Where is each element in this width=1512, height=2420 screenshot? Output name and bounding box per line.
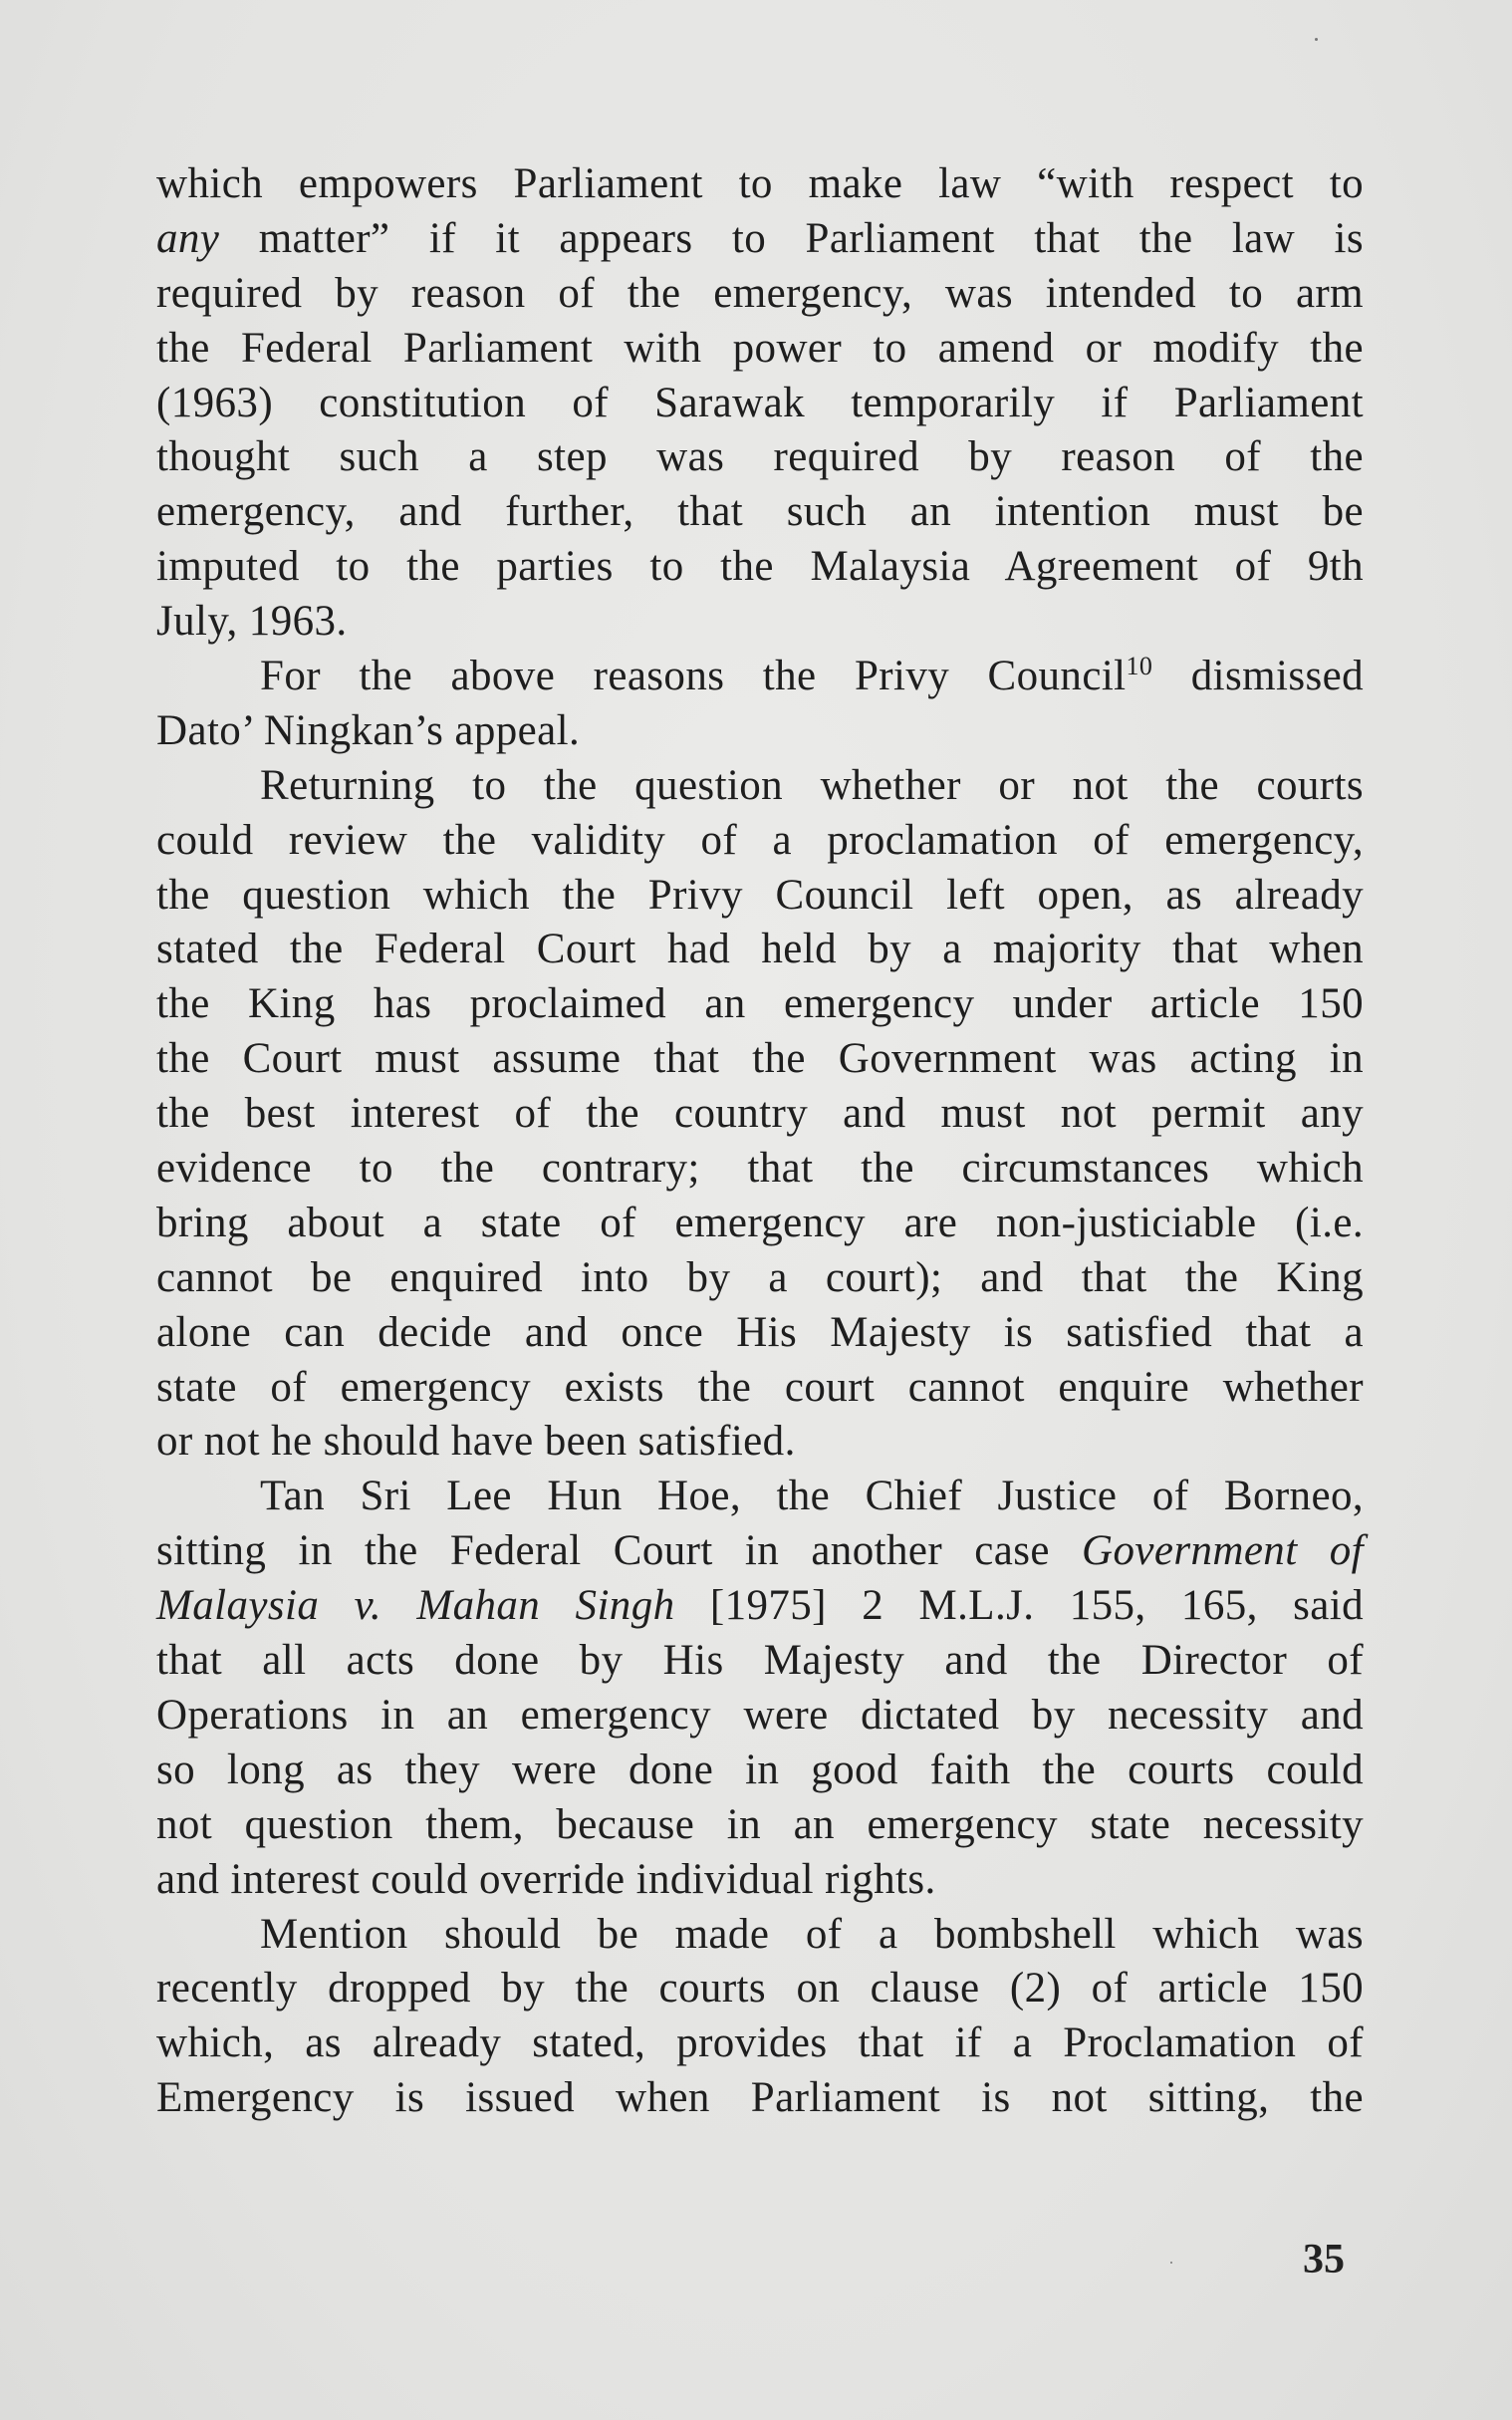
body-text (156, 157, 1364, 2126)
text-line (156, 1634, 1364, 1689)
text-line (156, 595, 1364, 650)
text-run: July, 1963. (156, 598, 348, 646)
text-run: dismissed (1152, 653, 1364, 700)
text-line (156, 212, 1364, 267)
text-run: imputed to the parties to the Malaysia Agreement of 9th (156, 543, 1364, 591)
text-line (156, 485, 1364, 540)
text-line (156, 1853, 1364, 1908)
text-line (156, 1689, 1364, 1744)
text-run: evidence to the contrary; that the circumstances which (156, 1145, 1364, 1193)
text-run: bring about a state of emergency are non-justiciable (i.e. (156, 1199, 1364, 1246)
text-run: that all acts done by His Majesty and the Director of (156, 1637, 1364, 1685)
text-run: the Federal Parliament with power to amend or modify the (156, 324, 1364, 372)
text-line (156, 267, 1364, 322)
text-line (156, 759, 1364, 814)
text-line (156, 157, 1364, 212)
text-run: Tan Sri Lee Hun Hoe, the Chief Justice of Borneo, (260, 1473, 1364, 1520)
text-run: Mention should be made of a bombshell which was (260, 1910, 1364, 1958)
text-line (156, 977, 1364, 1032)
text-line (156, 869, 1364, 924)
text-line (156, 923, 1364, 977)
text-line (156, 1470, 1364, 1524)
text-run: state of emergency exists the court cannot enquire whether (156, 1363, 1364, 1411)
text-run: so long as they were done in good faith the courts could (156, 1746, 1364, 1793)
text-line (156, 322, 1364, 377)
text-run: and interest could override individual rights. (156, 1855, 936, 1903)
text-line (156, 650, 1364, 704)
text-run: stated the Federal Court had held by a majority that when (156, 926, 1364, 973)
paragraph (156, 157, 1364, 650)
text-line (156, 1087, 1364, 1142)
text-run: Returning to the question whether or not the courts (260, 761, 1364, 809)
italic-text: any (156, 214, 220, 262)
text-run: Emergency is issued when Parliament is not sitting, the (156, 2074, 1364, 2122)
text-line (156, 430, 1364, 485)
text-line (156, 540, 1364, 595)
text-line (156, 2017, 1364, 2071)
text-run: Operations in an emergency were dictated by necessity and (156, 1691, 1364, 1739)
text-run: emergency, and further, that such an intention must be (156, 488, 1364, 536)
text-run: required by reason of the emergency, was intended to arm (156, 269, 1364, 317)
text-run: the Court must assume that the Government was acting in (156, 1035, 1364, 1083)
text-line (156, 704, 1364, 759)
footnote-ref: 10 (1126, 652, 1153, 681)
text-line (156, 1251, 1364, 1306)
text-line (156, 1908, 1364, 1963)
italic-text: Malaysia v. Mahan Singh (156, 1582, 675, 1630)
text-run: [1975] 2 M.L.J. 155, 165, said (674, 1582, 1364, 1630)
text-run: which empowers Parliament to make law “with respect to (156, 160, 1364, 207)
text-line (156, 1415, 1364, 1470)
text-line (156, 1962, 1364, 2017)
text-run: or not he should have been satisfied. (156, 1418, 796, 1466)
text-run: the question which the Privy Council left open, as already (156, 871, 1364, 919)
text-run: the best interest of the country and must not permit any (156, 1090, 1364, 1138)
text-line (156, 2071, 1364, 2126)
dust-speck (1170, 2262, 1172, 2264)
text-run: not question them, because in an emergency state necessity (156, 1800, 1364, 1848)
italic-text: Government of (1082, 1527, 1364, 1575)
text-line (156, 814, 1364, 869)
paragraph (156, 1470, 1364, 1907)
page-number: 35 (1303, 2237, 1345, 2283)
text-run: could review the validity of a proclamation of emergency, (156, 816, 1364, 864)
text-run: sitting in the Federal Court in another case (156, 1527, 1083, 1575)
dust-speck (1315, 38, 1318, 41)
text-line (156, 377, 1364, 431)
text-run: matter” if it appears to Parliament that the law is (219, 214, 1364, 262)
paragraph (156, 759, 1364, 1471)
text-run: For the above reasons the Privy Council (260, 653, 1127, 700)
text-run: cannot be enquired into by a court); and that the King (156, 1253, 1364, 1301)
text-line (156, 1579, 1364, 1634)
text-run: alone can decide and once His Majesty is satisfied that a (156, 1308, 1364, 1356)
text-run: recently dropped by the courts on clause (2) of article 150 (156, 1965, 1364, 2013)
text-line (156, 1524, 1364, 1579)
text-line (156, 1197, 1364, 1251)
text-line (156, 1032, 1364, 1087)
paragraph (156, 650, 1364, 759)
text-run: which, as already stated, provides that if a Proclamation of (156, 2019, 1364, 2067)
text-line (156, 1306, 1364, 1361)
paragraph (156, 1908, 1364, 2127)
text-line (156, 1744, 1364, 1798)
text-line (156, 1798, 1364, 1853)
text-line (156, 1361, 1364, 1416)
text-line (156, 1142, 1364, 1197)
text-run: the King has proclaimed an emergency under article 150 (156, 980, 1364, 1028)
text-run: (1963) constitution of Sarawak temporarily if Parliament (156, 379, 1364, 426)
text-run: Dato’ Ningkan’s appeal. (156, 706, 581, 754)
text-run: thought such a step was required by reason of the (156, 433, 1364, 481)
